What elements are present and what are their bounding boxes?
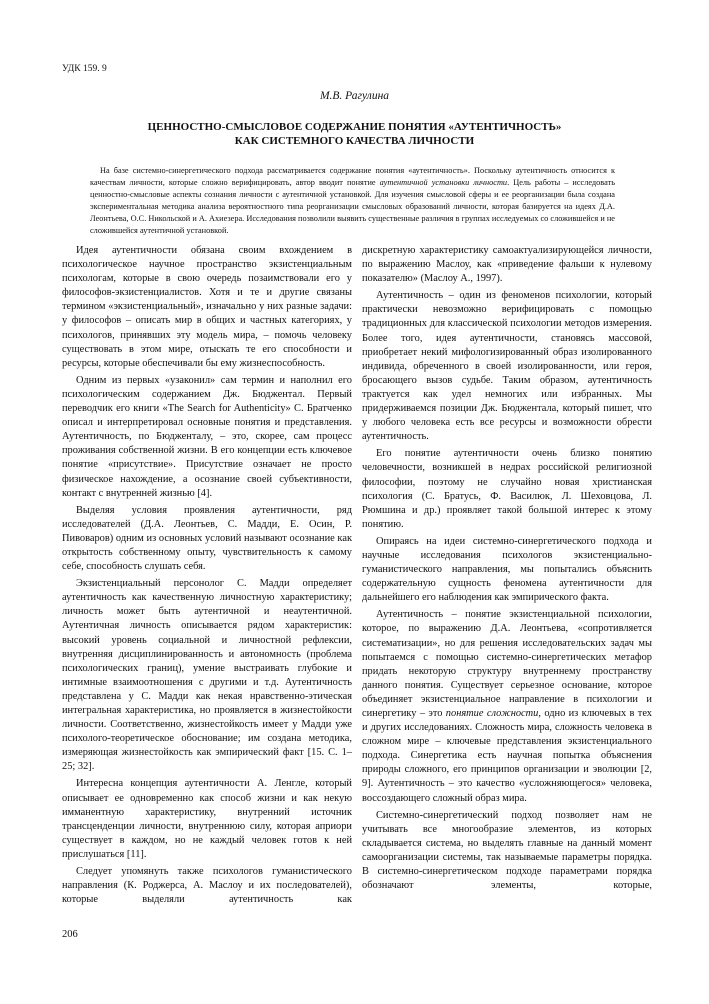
udk-code: УДК 159. 9 [62,64,107,74]
abstract [90,165,615,238]
abstract-paragraph [90,165,615,238]
paragraph: Интересна концепция аутентичности А. Ленгле, который описывает ее одновременно как способ жизни и как некую имманентную характеристику, внутренний источник трансценденции личности, внутреннюю силу, которая априори существует в каждом, но не каждый человек готов к ней прислушаться [11]. [62,778,352,860]
paragraph: Идея аутентичности обязана своим вхождением в психологическое научное пространство экзистенциальным психологам, которые в свою очередь позаимствовали его у философов-экзистенциалистов. Хотя и те и другие связаны термином «экзистенциальный», изначально у них разные задачи: у философов – описать мир в общих и частных категориях, у психологов, принявших эту модель мира, – помочь человеку существовать в этом мире, отыскать те его способности и ресурсы, которые обеспечивали бы ему жизнеспособность. [62,245,352,369]
left-column [62,244,352,910]
paragraph: Его понятие аутентичности очень близко понятию человечности, возникшей в недрах российской религиозной философии, поэтому не случайно новая христианская психология (С. Братусь, Ф. Василюк, Л. Шеховцова, Л. Рюмшина и др.) проявляет такой большой интерес к этому понятию. [362,448,652,530]
abstract-italic-term: аутентичной установки личности [379,178,508,188]
page-number: 206 [62,929,78,940]
paragraph: Системно-синергетический подход позволяет нам не учитывать все многообразие элементов, из которых складывается система, но выделять главные на данный момент самоорганизации системы, так называемые параметры порядка. В системно-синергетическом подходе параметрами порядка обозначают элементы, которые, [362,809,652,892]
article-title [90,120,619,148]
paragraph: Экзистенциальный персонолог С. Мадди определяет аутентичность как качественную личностную характеристику; личность может быть аутентичной и неаутентичной. Аутентичная личность описывается рядом характеристик: высокий уровень социальной и личностной рефлексии, внутренняя дисциплинированность и автономность (проблема психологических границ), умение выстраивать глубокие и интимные взаимоотношения с другими и т.д. Аутентичность представлена у С. Мадди как некая нравственно-этическая интегральная характеристика, но проявляется в жизнестойкости личности. Соответственно, жизнестойкость имеет у Мадди уже психолого-теоретическое обоснование; им создана методика, измеряющая жизнестойкость как эмпирический факт [15. С. 1–25; 32]. [62,578,352,773]
paragraph [362,608,652,805]
paragraph: Опираясь на идеи системно-синергетического подхода и научные исследования психологов экзистенциально-гуманистического направления, мы попытались объяснить содержательную сущность феномена аутентичности для дальнейшего его наблюдения как эмпирического факта. [362,535,652,604]
paragraph: Следует упомянуть также психологов гуманистического направления (К. Роджерса, А. Маслоу и их последователей), которые выделяли аутентичность как [62,866,352,906]
paragraph-text: Аутентичность – понятие экзистенциальной психологии, которое, по выражению Д.А. Леонтьева, «сопротивляется систематизации», но для решения исследовательских задач мы попытаемся с помощью системно-синергетических метафор придать некоторую структуру внутреннему пространству данного понятия. Существует серьезное основание, которое объединяет экзистенциальное направление в психологии и синергетику – это [362,609,652,719]
italic-term: понятие сложности [445,708,539,719]
paragraph-continued: дискретную характеристику самоактуализирующейся личности, по выражению Маслоу, как «приведение фальши к нулевому показателю» (Маслоу А., 1997). [362,245,652,285]
author-name: М.В. Рагулина [319,90,390,102]
abstract-text-1: На базе системно-синергетического подхода рассматривается содержание понятия «аутентичность». Поскольку аутентичность относится к качествам личности, которые сложно верифицировать, автор вводит понятие [90,166,615,188]
paragraph: Выделяя условия проявления аутентичности, ряд исследователей (Д.А. Леонтьев, С. Мадди, Е. Осин, Р. Пивоваров) одним из основных условий называют осознание как открытость собственному опыту, чувствительность к самому себе, способность слушать себя. [62,504,352,573]
right-column [362,244,652,896]
abstract-text-2: . Цель работы – исследовать ценностно-смысловые аспекты сознания личности с аутентичной установкой. Для изучения смысловой сферы и ее реорганизации была создана экспериментальная методика анализа вероятностного типа реорганизации смысловых образований личности, которая базируется на идеях Д.А. Леонтьева, О.С. Никольской и А. Ахиезера. Исследования позволили выявить существенные различия в группах исследуемых со сложившейся и не сложившейся аутентичной установкой. [90,178,615,236]
title-line-2: КАК СИСТЕМНОГО КАЧЕСТВА ЛИЧНОСТИ [234,135,475,147]
paragraph: Аутентичность – один из феноменов психологии, который практически невозможно верифицировать с помощью традиционных для классической психологии методов измерения. Более того, идея аутентичности, становясь массовой, приобретает некий мифологизированный образ изолированного индивида, обреченного в своей изолированности, или героя, бросающего вызов судьбе. Таким образом, аутентичность трактуется как удел немногих или избранных. Мы придерживаемся позиции Дж. Бюдженталa, который пишет, что у любого человека есть все ресурсы и возможности обрести аутентичность. [362,290,652,443]
paragraph-text: , одно из ключевых в тех и других исследованиях. Сложность мира, сложность человека в сложном мире – ключевые представления экзистенциального подхода. Синергетика есть научная попытка объяснения природы сложного, его принципов организации и эволюции [2, 9]. Аутентичность – это качество «усложняющегося» человека, воссоздающего сложный образ мира. [362,708,652,804]
paragraph: Одним из первых «узаконил» сам термин и наполнил его психологическим содержанием Дж. Бюджентал. Первый переводчик его книги «The Search for Authenticity» С. Братченко описал и интерпретировал основные понятия и представления. Аутентичность, по Бюдженталу, – это, скорее, сам процесс проживания собственной жизни. В его концепции есть ключевое понятие «присутствие». Присутствие означает не просто физическое нахождение, а осознание своей субъективности, контакт с внутренней жизнью [4]. [62,374,352,499]
title-line-1: ЦЕННОСТНО-СМЫСЛОВОЕ СОДЕРЖАНИЕ ПОНЯТИЯ «АУТЕНТИЧНОСТЬ» [147,121,562,133]
